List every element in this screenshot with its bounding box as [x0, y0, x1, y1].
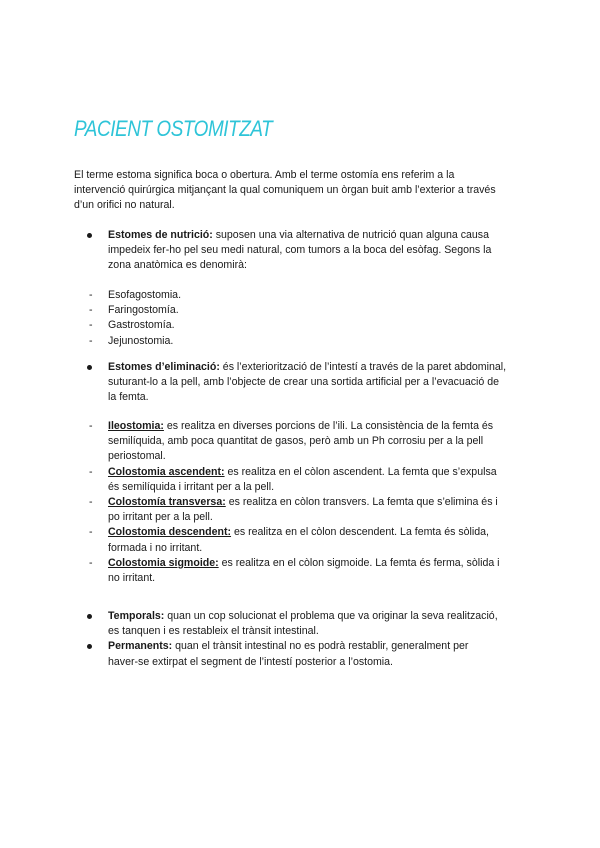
list-item-text: Faringostomía.: [108, 304, 179, 317]
bullet-item: [74, 639, 534, 669]
bullet-nutricio: [74, 228, 534, 274]
bullet-text: és l’exteriorització de l’intestí a través de la paret abdominal,: [219, 361, 507, 373]
intro-line: El terme estoma significa boca o obertura. Amb el terme ostomía ens referim a la: [74, 169, 455, 181]
bullet-item: [74, 609, 534, 639]
list-item: [74, 465, 534, 495]
intro-paragraph: [74, 168, 534, 214]
list-item-text: es realitza en el còlon descendent. La femta és sòlida,: [231, 526, 489, 539]
bullet-text: quan el trànsit intestinal no es podrà restablir, generalment per: [172, 640, 469, 653]
bullet-term: Estomes d’eliminació:: [108, 361, 220, 373]
bullet-durada: [74, 609, 534, 670]
bullet-text: la femta.: [108, 391, 149, 404]
list-item: [74, 303, 534, 318]
bullet-icon: [87, 233, 92, 238]
list-item-text: es realitza en còlon transvers. La femta que s’elimina és i: [225, 496, 498, 509]
bullet-text: suturant-lo a la pell, amb l’objecte de crear una sortida artificial per a l’evacuació de: [108, 376, 500, 389]
bullet-item: [74, 228, 534, 274]
list-item-text: es realitza en el còlon sigmoide. La femta és ferma, sòlida i: [218, 556, 500, 569]
bullet-text: es tanquen i es restableix el trànsit intestinal.: [108, 625, 319, 638]
bullet-term: Permanents:: [108, 640, 173, 653]
bullet-text: zona anatòmica es denomirà:: [108, 259, 247, 272]
bullet-term: Temporals:: [108, 610, 165, 622]
list-item-text: periostomal.: [108, 450, 166, 463]
list-item: [74, 318, 534, 333]
list-item-term: Colostomía transversa:: [108, 496, 226, 509]
list-item-text: formada i no irritant.: [108, 541, 203, 554]
list-item-text: no irritant.: [108, 572, 156, 585]
nutricio-list: [74, 288, 534, 349]
bullet-eliminacio: [74, 360, 534, 406]
list-item: [74, 288, 534, 303]
list-item-text: Esofagostomia.: [108, 289, 182, 301]
list-item-term: Colostomia ascendent:: [108, 465, 225, 478]
bullet-item: [74, 360, 534, 406]
page-title: PACIENT OSTOMITZAT: [74, 116, 273, 141]
list-item-text: Gastrostomía.: [108, 319, 175, 332]
bullet-term: Estomes de nutrició:: [108, 229, 213, 241]
bullet-text: suposen una via alternativa de nutrició quan alguna causa: [212, 229, 489, 241]
dash-icon: -: [89, 334, 93, 347]
eliminacio-list: [74, 419, 534, 586]
list-item-term: Ileostomia:: [108, 420, 164, 432]
list-item-text: semilíquida, amb poca quantitat de gasos, però amb un Ph corrosiu per a la pell: [108, 435, 484, 448]
list-item-text: es realitza en el còlon ascendent. La femta que s’expulsa: [224, 465, 497, 478]
list-item-text: es realitza en diverses porcions de l’ili. La consistència de la femta és: [163, 420, 494, 432]
list-item: [74, 419, 534, 465]
intro-line: intervenció quirúrgica mitjançant la qual comuniquem un òrgan buit amb l’exterior a través: [74, 184, 496, 197]
bullet-icon: [87, 614, 92, 619]
list-item-text: és semilíquida i irritant per a la pell.: [108, 480, 275, 493]
dash-icon: -: [89, 465, 93, 478]
list-item: [74, 334, 534, 349]
dash-icon: -: [89, 420, 93, 432]
list-item: [74, 495, 534, 525]
list-item: [74, 525, 534, 555]
bullet-text: impedeix fer-ho pel seu medi natural, com tumors a la boca del esòfag. Segons la: [108, 244, 492, 257]
dash-icon: -: [89, 526, 93, 539]
list-item-term: Colostomia sigmoide:: [108, 556, 219, 569]
dash-icon: -: [89, 556, 93, 569]
list-item: [74, 556, 534, 586]
dash-icon: -: [89, 304, 93, 317]
intro-line: d’un orifici no natural.: [74, 199, 175, 212]
bullet-icon: [87, 644, 92, 649]
list-item-text: po irritant per a la pell.: [108, 511, 213, 524]
dash-icon: -: [89, 496, 93, 509]
bullet-icon: [87, 365, 92, 370]
bullet-text: haver-se extirpat el segment de l’intestí posterior a l’ostomia.: [108, 655, 393, 668]
bullet-text: quan un cop solucionat el problema que va originar la seva realització,: [164, 610, 498, 622]
list-item-text: Jejunostomia.: [108, 334, 174, 347]
dash-icon: -: [89, 289, 93, 301]
list-item-term: Colostomia descendent:: [108, 526, 232, 539]
dash-icon: -: [89, 319, 93, 332]
